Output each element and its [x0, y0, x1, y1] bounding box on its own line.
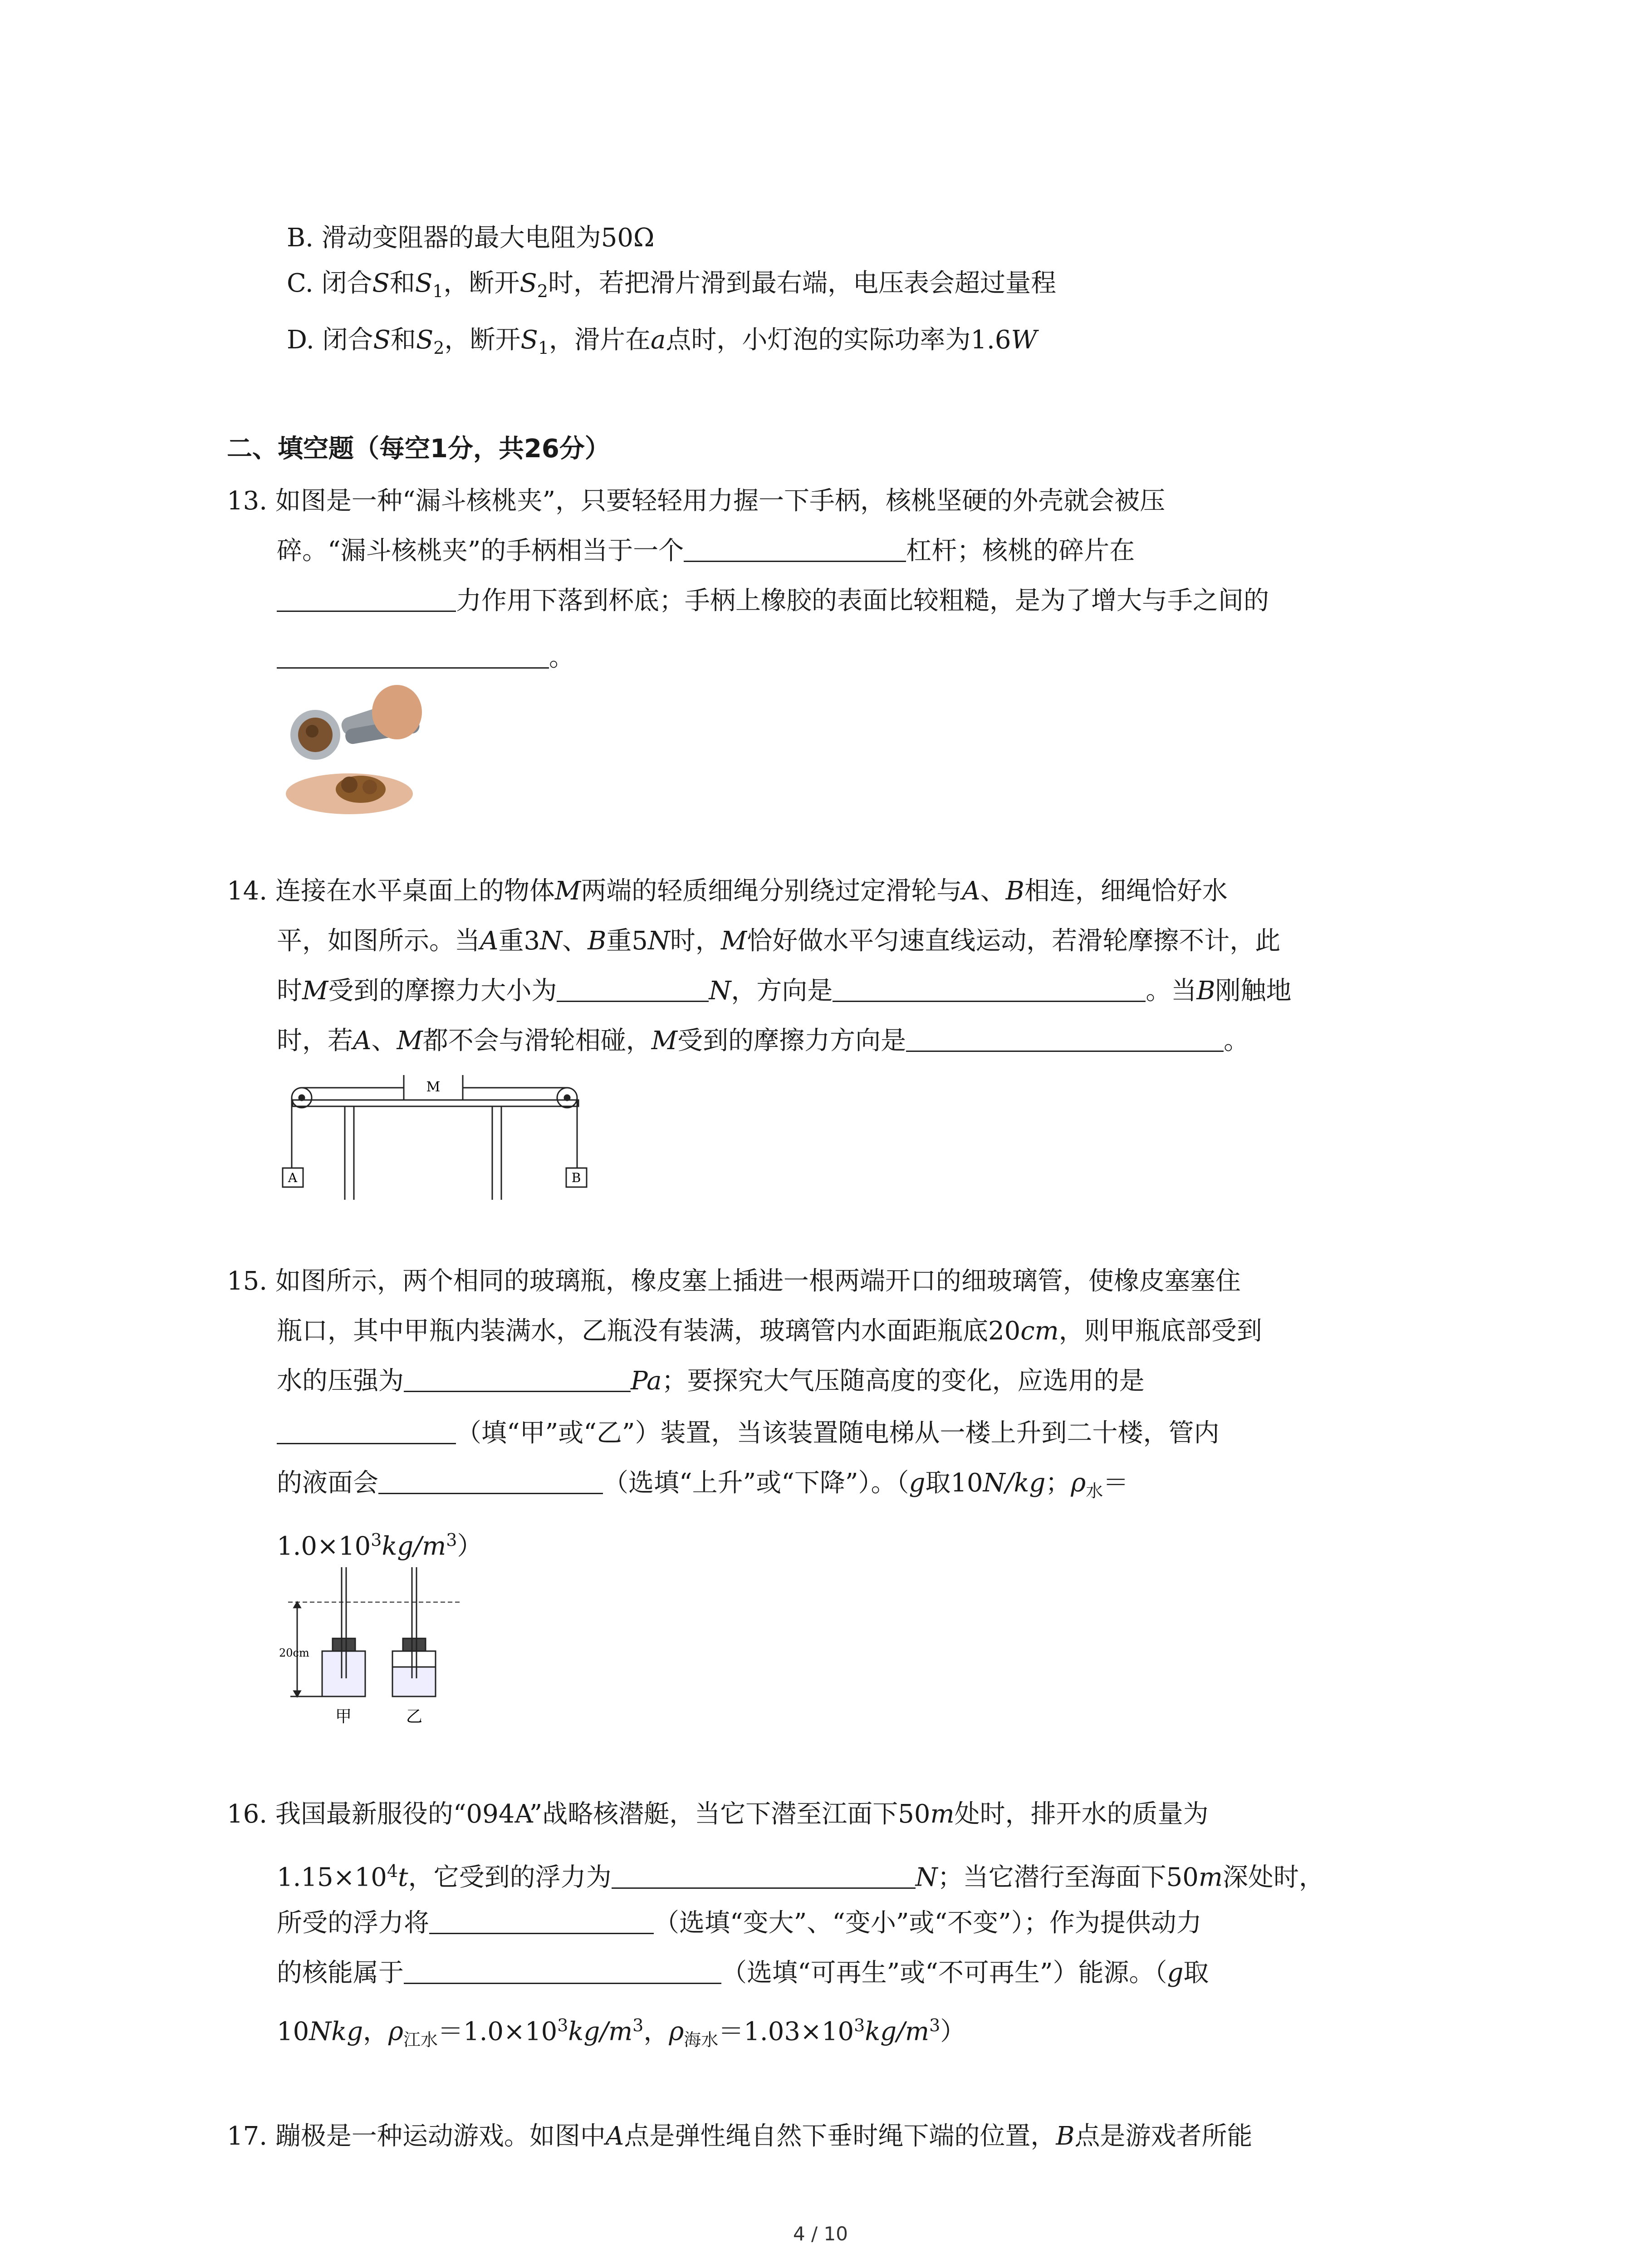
option-d: D. 闭合S和$S_2$，断开$S_1$，滑片在a点时，小灯泡的实际功率为1.6W	[287, 325, 1038, 358]
bottle-jia-label: 甲	[335, 1707, 352, 1726]
q15-line6: $1.0\times 10^3kg/m^3$）	[277, 1530, 483, 1561]
q13-line4: 。	[277, 642, 574, 674]
q15-line3: 水的压强为 Pa；要探究大气压随高度的变化，应选用的是	[277, 1366, 1145, 1396]
q15-line1: 15. 如图所示，两个相同的玻璃瓶，橡皮塞上插进一根两端开口的细玻璃管，使橡皮塞塞住	[227, 1266, 1241, 1296]
label-a: A	[288, 1170, 298, 1185]
q14-line4: 时，若A、M都不会与滑轮相碰，M受到的摩擦力方向是 。	[277, 1026, 1249, 1056]
q16-line3: 所受的浮力将 （选填“变大”、“变小”或“不变”）；作为提供动力	[277, 1908, 1202, 1938]
section-heading: 二、填空题（每空1分，共26分）	[227, 434, 610, 464]
walnut-cracker-figure	[281, 680, 422, 819]
q15-line2: 瓶口，其中甲瓶内装满水，乙瓶没有装满，玻璃管内水面距瓶底20cm，则甲瓶底部受到	[277, 1316, 1262, 1346]
q14-line1: 14. 连接在水平桌面上的物体M两端的轻质细绳分别绕过定滑轮与A、B相连，细绳恰好水	[227, 876, 1228, 906]
q14-line3: 时M受到的摩擦力大小为 N，方向是 。当B刚触地	[277, 976, 1292, 1006]
pulley-figure	[281, 1075, 590, 1202]
q13-line3: 力作用下落到杯底；手柄上橡胶的表面比较粗糙，是为了增大与手之间的	[277, 585, 1269, 617]
height-label: 20cm	[279, 1647, 309, 1659]
q17-line1: 17. 蹦极是一种运动游戏。如图中A点是弹性绳自然下垂时绳下端的位置，B点是游戏者所能	[227, 2121, 1253, 2151]
label-m: M	[426, 1079, 441, 1095]
q14-line2: 平，如图所示。当A重3N、B重5N时，M恰好做水平匀速直线运动，若滑轮摩擦不计，此	[277, 926, 1281, 956]
q16-line2: $1.15\times 10^4t$，它受到的浮力为 N；当它潜行至海面下50m深处时，	[277, 1861, 1324, 1892]
q16-line5: 10Nkg，$\rho_{江水}=1.0\times 10^3kg/m^3$，$\rho_{海水}=1.03\times 10^3kg/m^3$）	[277, 2015, 966, 2050]
q13-line1: 13. 如图是一种“漏斗核桃夹”，只要轻轻用力握一下手柄，核桃坚硬的外壳就会被压	[227, 486, 1166, 516]
option-b: B. 滑动变阻器的最大电阻为50Ω	[287, 223, 655, 253]
q16-line1: 16. 我国最新服役的“094A”战略核潜艇，当它下潜至江面下50m处时，排开水的质量为	[227, 1799, 1209, 1829]
option-c: C. 闭合S和$S_1$，断开$S_2$时，若把滑片滑到最右端，电压表会超过量程	[287, 269, 1056, 302]
label-b: B	[571, 1170, 581, 1185]
q15-line4: （填“甲”或“乙”）装置，当该装置随电梯从一楼上升到二十楼，管内	[277, 1418, 1220, 1449]
q16-line4: 的核能属于 （选填“可再生”或“不可再生”）能源。（g取	[277, 1958, 1209, 1988]
q13-line2: 碎。“漏斗核桃夹”的手柄相当于一个 杠杆；核桃的碎片在	[277, 536, 1135, 566]
page-number: 4 / 10	[793, 2223, 848, 2245]
q15-line5: 的液面会 （选填“上升”或“下降”）。（g取10N/kg；$\rho_水=$	[277, 1468, 1129, 1501]
bottles-figure	[279, 1560, 470, 1733]
bottle-yi-label: 乙	[406, 1707, 423, 1726]
